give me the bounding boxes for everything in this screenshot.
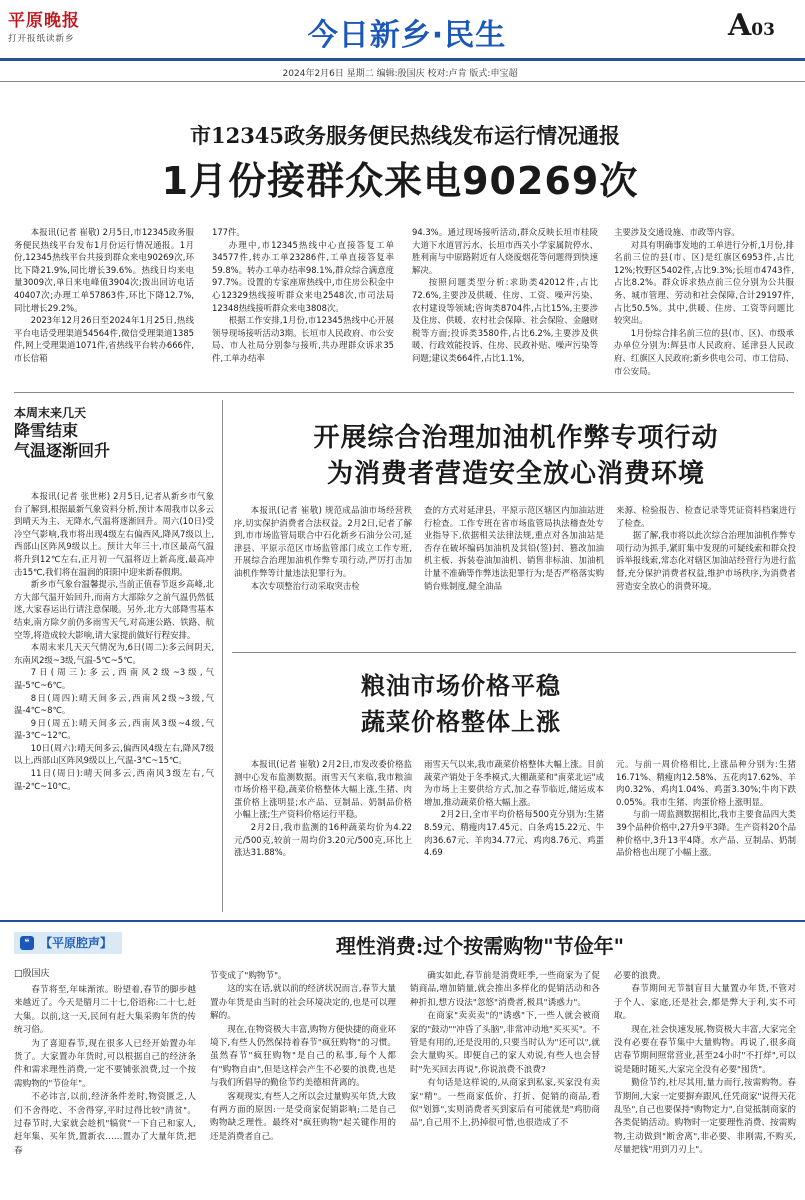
story1-c2-p1: 177件。 xyxy=(212,227,245,237)
edition-rule xyxy=(0,81,805,82)
essay-column-name: 【平原腔声】 xyxy=(40,936,113,950)
story3-c2-p1: 雨雪天气以来,我市蔬菜价格整体大幅上涨。目前蔬菜产销处于冬季模式,大棚蔬菜和"南菜北运"成为市场上主要供给方式,加之春节临近,储运成本增加,推动蔬菜价格大幅上涨。 xyxy=(424,759,604,807)
essay-c1-p1: 春节将至,年味渐浓。盼望着,春节的脚步越来越近了。今天是腊月二十七,俗语称:二十七,赶大集。以前,这一天,民间有赶大集采购年货的传统习俗。 xyxy=(14,985,196,1036)
story2-column-2 xyxy=(424,504,604,644)
weather-p5: 8日(周四):晴天间多云,西南风2级~3级,气温-4℃~8℃。 xyxy=(14,692,214,716)
quote-icon: ❝ xyxy=(20,936,34,950)
story2-c3-p2: 据了解,我市将以此次综合治理加油机作弊专项行动为抓手,紧盯集中发现的可疑线索和群众投诉举报线索,常态化对辖区加油站经营行为进行监督,充分保护消费者权益,维护市场秩序,为消费者营造安全放心的消费环境。 xyxy=(616,530,796,591)
story3-c2-p2: 2月2日,全市平均价格每500克分别为:生猪8.59元、精瘦肉17.45元、白条鸡15.22元、牛肉36.67元、羊肉34.77元、鸡肉8.76元、鸡蛋4.69 xyxy=(424,809,604,858)
story1-headline: 1月份接群众来电90269次 xyxy=(161,159,639,203)
weather-kicker: 本周末来几天 xyxy=(14,406,87,420)
essay-byline: □殷国庆 xyxy=(14,969,50,979)
story1-c1-p2: 2023年12月26日至2024年1月25日,热线平台电话受理渠道54564件,微信受理渠道1385件,网上受理渠道1071件,省热线平台转办666件,市长信箱 xyxy=(14,315,194,363)
story3-column-3 xyxy=(616,758,796,910)
story2-c1-p1: 本报讯(记者 崔敬) 规范成品油市场经营秩序,切实保护消费者合法权益。2月2日,记者了解到,市市场监管局联合中石化新乡石油分公司,延津县、平原示范区市场监管部门成立工作专班,开展综合治理加油机作弊专项行动,严厉打击加油机作弊等计量违法犯罪行为。 xyxy=(234,505,412,578)
story3-c3-p1: 元。与前一周价格相比,上涨品种分别为:生猪16.71%、精瘦肉12.58%、五花肉17.62%、羊肉0.32%、鸡肉1.04%、鸡蛋3.30%;牛肉下跌0.05%。我市生猪、肉蛋价格上涨明显。 xyxy=(616,759,796,807)
story1-c4-p2: 对具有明确事发地的工单进行分析,1月份,排名前三位的县(市、区)是红旗区6953件,占比12%;牧野区5402件,占比9.3%;长垣市4743件,占比8.2%。群众诉求热点前三位分别为公共服务、城市管理、劳动和社会保障,合计29197件,占比50.5%。其中,供暖、住房、工资等问题比较突出。 xyxy=(614,239,794,326)
essay-c4-p3: 现在,社会快速发展,物资极大丰富,大家完全没有必要在春节集中大量购物。再说了,很多商店春节期间照常营业,甚至24小时"不打烊",可以说是随时随买,大家完全没有必要"囤货"。 xyxy=(614,1024,796,1075)
story1-column-4 xyxy=(614,226,794,386)
story1-c4-p1: 主要涉及交通设施、市政等内容。 xyxy=(614,227,740,237)
paper-slogan: 打开报纸读新乡 xyxy=(8,34,75,44)
weather-divider xyxy=(222,400,223,912)
weather-p8: 11日(周日):晴天间多云,西南风3级左右,气温-2℃~10℃。 xyxy=(14,768,214,791)
page-number xyxy=(728,8,775,43)
story2-heading xyxy=(236,420,796,492)
story1-column-2 xyxy=(212,226,394,386)
story1-c3-p1: 94.3%。通过现场接听活动,群众反映长垣市桂陵大道下水道冒污水、长垣市西关小学家属院停水、胜利南与中原路附近有人烧废烟花等问题得到快速解决。 xyxy=(412,227,598,275)
story3-headline-2: 蔬菜价格整体上涨 xyxy=(361,708,561,736)
story2-headline-1: 开展综合治理加油机作弊专项行动 xyxy=(313,423,719,453)
edition-info: 2024年2月6日 星期二 编辑:殷国庆 校对:卢肯 版式:申宝超 xyxy=(282,69,518,79)
section-title: 今日新乡·民生 xyxy=(307,18,507,53)
weather-p1: 本报讯(记者 张世彬) 2月5日,记者从新乡市气象台了解到,根据最新气象资料分析,预计本周我市以多云到晴天为主、无降水,气温将逐渐回升。周六(10日)受冷空气影响,我市将出现4级左右偏西风,降风7级以上,西部山区阵风9级以上。预计大年三十,市区最高气温将升到12℃左右,正月初一气温将迈上新高度,最高冲击15℃,我们将在温润的阳阳中迎来新春假期。 xyxy=(14,491,214,577)
story1-kicker: 市12345政务服务便民热线发布运行情况通报 xyxy=(189,123,621,148)
story2-c2-p1: 查的方式对延津县、平原示范区辖区内加油站进行检查。工作专班在省市场监管局执法稽查处专业指导下,依据相关法律法规,重点对各加油站是否存在破坏编码加油机及其铅(签)封、篡改加油机主板、拆装卷油加油机、销售非标油、加油机计量不准确等作弊违法犯罪行为;是否严格落实购销台账制度,健全油品 xyxy=(424,505,604,591)
story2-headline-2: 为消费者营造安全放心消费环境 xyxy=(326,459,705,489)
story3-column-1 xyxy=(234,758,412,910)
paper-logo xyxy=(8,6,100,44)
story1-c2-p3: 根据工作安排,1月份,市12345热线中心开展领导现场接听活动3期。长垣市人民政府、市公安局、市人社局分别参与接听,共办理群众诉求35件,工单办结率 xyxy=(212,315,394,363)
story1-c4-p3: 1月份综合排名前三位的县(市、区)、市级承办单位分别为:辉县市人民政府、延津县人民政府、红旗区人民政府;新乡供电公司、市工信局、市公安局。 xyxy=(614,327,794,376)
masthead-rule xyxy=(0,58,805,61)
story1-c1-p1: 本报讯(记者 崔敬) 2月5日,市12345政务服务便民热线平台发布1月份运行情况通报。1月份,12345热线平台共接到群众来电90269次,环比下降21.9%,同比增长39.6%。热线日均来电量3009次,单日来电峰值3904次;拨出回访电话40407次;办理工单57863件,环比下降12.7%,同比增长29.2%。 xyxy=(14,227,194,313)
story3-column-2 xyxy=(424,758,604,910)
story3-c1-p1: 本报讯(记者 崔敬) 2月2日,市发改委价格监测中心发布监测数据。雨雪天气来临,我市粮油市场价格平稳,蔬菜价格整体大幅上涨,生猪、肉蛋价格上涨明显;水产品、豆制品、奶制品价格小幅上涨;生产资料价格运行平稳。 xyxy=(234,759,412,820)
essay-title: 理性消费:过个按需购物"节俭年" xyxy=(335,934,625,958)
essay-column-3 xyxy=(410,970,600,1196)
essay-column-tag xyxy=(14,932,122,954)
weather-headline-1: 降雪结束 xyxy=(14,421,79,440)
essay-c3-p1: 确实如此,春节前是消费旺季,一些商家为了促销商品,增加销量,就会推出多样化的促销活动和各种折扣,想方设法"忽悠"消费者,极具"诱惑力"。 xyxy=(410,971,600,1008)
story1-bottom-rule xyxy=(14,392,794,393)
essay-c1-p2: 为了喜迎春节,现在很多人已经开始置办年货了。大家置办年货时,可以根据自己的经济条件和需求理性消费,一定不要铺张浪费,过一个按需购物的"节俭年"。 xyxy=(14,1038,196,1089)
story3-headline-1: 粮油市场价格平稳 xyxy=(361,672,561,700)
paper-name: 平原晚报 xyxy=(8,11,80,31)
story2-c1-p2: 本次专项整治行动采取突击检 xyxy=(250,580,360,591)
weather-p2: 新乡市气象台温馨提示,当前正值春节返乡高峰,北方大部气温开始回升,而南方大部除夕之前气温仍然低迷,大家春运出行请注意保暖。另外,北方大部降雪基本结束,南方除夕前仍多雨雪天气,对高速公路、铁路、航空等,将造成较大影响,请大家提前做好行程安排。 xyxy=(14,579,214,640)
weather-body xyxy=(14,490,214,910)
story1-column-1 xyxy=(14,226,194,386)
essay-c4-p2: 春节期间无节制盲目大量置办年货,不管对于个人、家庭,还是社会,都是弊大于利,实不可取。 xyxy=(614,984,796,1022)
story2-c3-p1: 来源、检验报告、检查记录等凭证资料档案进行了检查。 xyxy=(616,505,796,528)
essay-c2-p2: 这的实在话,就以前的经济状况而言,春节大量置办年货是由当时的社会环境决定的,也是可以理解的。 xyxy=(210,984,396,1022)
story2-column-1 xyxy=(234,504,412,644)
essay-c3-p2: 在商家"卖卖卖"的"诱惑"下,一些人就会被商家的"鼓动""冲昏了头脑",非常冲动地"买买买"。不管是有用的,还是没用的,只要当时认为"还可以",就会大量购买。即便自己的家人劝说,有些人也会替时"先买回去再说",你说浪费不浪费? xyxy=(410,1011,600,1075)
weather-p6: 9日(周五):晴天间多云,西南风3级~4级,气温-3℃~12℃。 xyxy=(14,717,214,741)
story1-c2-p2: 办理中,市12345热线中心直接答复工单34577件,转办工单23286件,工单直接答复率59.8%。转办工单办结率98.1%,群众综合满意度97.7%。设置的专家座席热线中,市住房公积金中心12329热线接听群众来电2548次,市司法局12348热线接听群众来电3808次。 xyxy=(212,239,394,313)
story3-heading xyxy=(236,668,686,740)
essay-c4-p1: 必要的浪费。 xyxy=(614,971,666,981)
story3-c1-p2: 2月2日,我市监测的16种蔬菜均价为4.22元/500克,较前一周均价3.20元/500克,环比上涨达31.88%。 xyxy=(234,821,412,858)
essay-column-2 xyxy=(210,970,396,1196)
page-digits: 03 xyxy=(751,20,775,40)
essay-c2-p3: 现在,在物资极大丰富,购物方便快捷的商业环境下,有些人仍然保持着春节"疯狂购物"的习惯。虽然春节"疯狂购物"是自己的私事,每个人都有"购物自由",但是这样会产生不必要的浪费,也是与我们所倡导的勤俭节约美德相背离的。 xyxy=(210,1024,396,1089)
essay-column-4 xyxy=(614,970,796,1196)
weather-p7: 10日(周六):晴天间多云,偏西风4级左右,降风7级以上,西部山区阵风9级以上,气温-3℃~15℃。 xyxy=(14,742,214,766)
weather-p4: 7日(周三):多云,西南风2级~3级,气温-5℃~6℃。 xyxy=(14,667,214,690)
essay-column-1 xyxy=(14,984,196,1196)
essay-c1-p3: 不必讳言,以前,经济条件差时,物资匮乏,人们不舍得吃、不舍得穿,平时过得比较"清贫"。过春节时,大家就会趁机"犒赏"一下自己和家人,赶年集、买年货,置新衣……置办了大量年货,把春 xyxy=(14,1092,196,1156)
weather-p3: 本周末来几天天气情况为,6日(周二):多云间阴天,东南风2级~3级,气温-5℃~5℃。 xyxy=(14,642,214,665)
weather-heading xyxy=(14,404,214,461)
story1-column-3 xyxy=(412,226,598,386)
essay-c2-p4: 客观现实,有些人之所以会过量购买年货,大致有两方面的原因:一是受商家促销影响;二是自己购物缺乏理性。最终对"疯狂购物"起关键作用的还是消费者自己。 xyxy=(210,1091,396,1142)
essay-c4-p4: 勤俭节约,杜尽其用,量力而行,按需购物。春节期间,大家一定要摒弃跟风,任凭商家"说得天花乱坠",自己也要保持"购物定力",自觉抵制商家的各类促销活动。购物时一定要理性消费、按需购物,主动做到"断舍离",非必要、非刚需,不购买,尽量把钱"用到刀刃上"。 xyxy=(614,1078,796,1156)
essay-c2-p1: 节变成了"购物节"。 xyxy=(210,971,287,981)
page-letter: A xyxy=(728,8,752,43)
essay-top-rule xyxy=(0,920,805,922)
story3-c3-p2: 与前一周监测数据相比,我市主要食品四大类39个品种价格中,27升9平3降。生产资料20个品种价格中,3升13平4降。水产品、豆制品、奶制品价格也出现了小幅上涨。 xyxy=(616,809,796,858)
weather-headline-2: 气温逐渐回升 xyxy=(14,441,111,460)
story1-c3-p2: 按照问题类型分析:求助类42012件,占比72.6%,主要涉及供暖、住房、工资、噪声污染、农村建设等领域;咨询类8704件,占比15%,主要涉及住房、供暖、农村社会保障、社会保险、金融财税等方面;投诉类3580件,占比6.2%,主要涉及供暖、行政效能投诉、住房、民政补贴、噪声污染等问题;建议类664件,占比1.1%, xyxy=(412,277,598,363)
story2-column-3 xyxy=(616,504,796,644)
essay-c3-p3: 有句话是这样说的,从商家到私家,买家没有卖家"精"。一些商家低价、打折、促销的商品,看似"划算",实则消费者买到家后有可能就是"鸡肋商品",自己用不上,扔掉很可惜,也很造成了不 xyxy=(410,1078,600,1129)
story2-bottom-rule xyxy=(232,652,796,653)
